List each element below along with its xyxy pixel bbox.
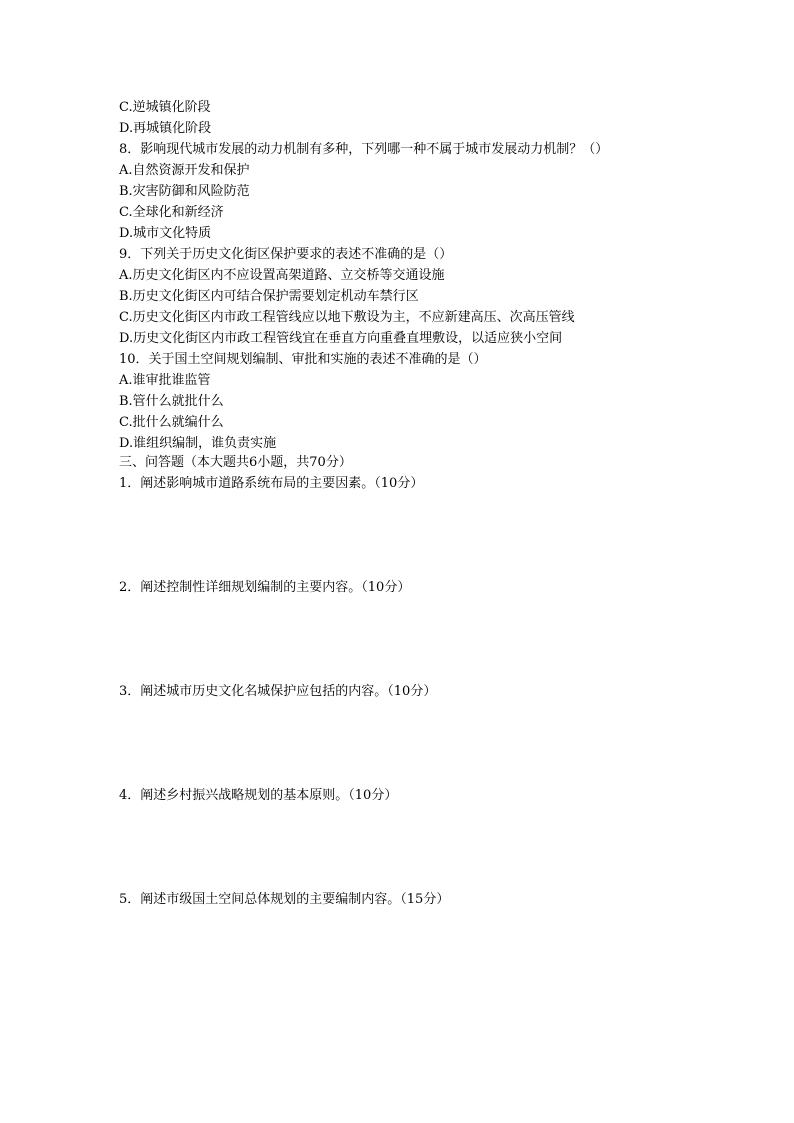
q10-option-c: C.批什么就编什么: [119, 415, 224, 430]
q9-stem: 9．下列关于历史文化街区保护要求的表述不准确的是（）: [119, 247, 453, 262]
q9-option-d: D.历史文化街区内市政工程管线宜在垂直方向重叠直埋敷设，以适应狭小空间: [119, 331, 563, 346]
q10-option-d: D.谁组织编制，谁负责实施: [119, 436, 277, 451]
q10-option-a: A.谁审批谁监管: [119, 373, 211, 388]
essay-question-3: 3．阐述城市历史文化名城保护应包括的内容。（10分）: [119, 684, 437, 699]
q8-option-a: A.自然资源开发和保护: [119, 163, 250, 178]
q10-stem: 10．关于国土空间规划编制、审批和实施的表述不准确的是（）: [119, 352, 487, 367]
q9-option-b: B.历史文化街区内可结合保护需要划定机动车禁行区: [119, 289, 419, 304]
essay-question-1: 1．阐述影响城市道路系统布局的主要因素。（10分）: [119, 476, 424, 491]
section3-heading: 三、问答题（本大题共6小题，共70分）: [119, 455, 352, 470]
q8-option-b: B.灾害防御和风险防范: [119, 184, 250, 199]
essay-question-2: 2．阐述控制性详细规划编制的主要内容。（10分）: [119, 580, 411, 595]
q7-option-c: C.逆城镇化阶段: [119, 100, 211, 115]
essay-question-4: 4．阐述乡村振兴战略规划的基本原则。（10分）: [119, 788, 398, 803]
q9-option-c: C.历史文化街区内市政工程管线应以地下敷设为主，不应新建高压、次高压管线: [119, 310, 575, 325]
q9-option-a: A.历史文化街区内不应设置高架道路、立交桥等交通设施: [119, 268, 445, 283]
q7-option-d: D.再城镇化阶段: [119, 121, 212, 136]
q10-option-b: B.管什么就批什么: [119, 394, 224, 409]
q8-option-d: D.城市文化特质: [119, 226, 212, 241]
essay-question-5: 5．阐述市级国土空间总体规划的主要编制内容。（15分）: [119, 892, 450, 907]
q8-stem: 8．影响现代城市发展的动力机制有多种，下列哪一种不属于城市发展动力机制？（）: [119, 142, 609, 157]
q8-option-c: C.全球化和新经济: [119, 205, 224, 220]
